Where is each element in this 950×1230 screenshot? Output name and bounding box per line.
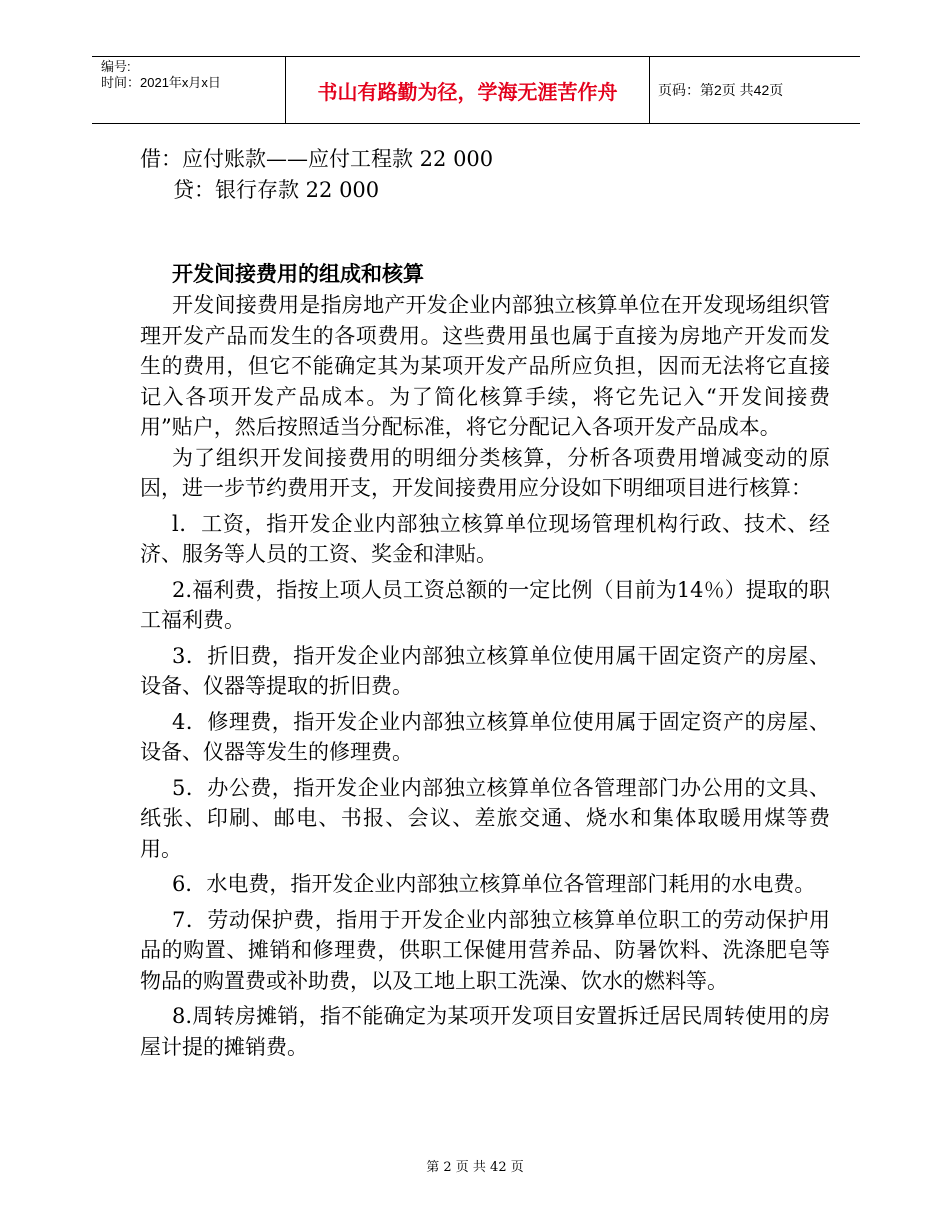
intro-paragraph: 开发间接费用是指房地产开发企业内部独立核算单位在开发现场组织管理开发产品而发生的各项费用。这些费用虽也属于直接为房地产开发而发生的费用，但它不能确定其为某项开发产品所应负担，因而无法将它直接记入各项开发产品成本。为了简化核算手续，将它先记入“开发间接费用”贴户，然后按照适当分配标准，将它分配记入各项开发产品成本。 [140,293,830,439]
list-item-welfare: 2.福利费，指按上项人员工资总额的一定比例（目前为14％）提取的职工福利费。 [140,577,830,632]
list-item-office: 5．办公费，指开发企业内部独立核算单位各管理部门办公用的文具、纸张、印刷、邮电、书报、会议、差旅交通、烧水和集体取暖用煤等费用。 [140,775,830,861]
list-item-wages: l．工资，指开发企业内部独立核算单位现场管理机构行政、技术、经济、服务等人员的工资、奖金和津贴。 [140,511,830,566]
journal-debit-line: 借：应付账款——应付工程款 22 000 [140,147,494,171]
page-header [92,56,860,124]
header-time-label: 时间：2021年x月x日 [101,75,221,90]
header-meta [92,57,286,123]
list-item-depreciation: 3．折旧费，指开发企业内部独立核算单位使用属干固定资产的房屋、设备、仪器等提取的折旧费。 [140,643,830,698]
list-item-repair: 4．修理费，指开发企业内部独立核算单位使用属于固定资产的房屋、设备、仪器等发生的修理费。 [140,709,830,764]
list-item-labor-protection: 7．劳动保护费，指用于开发企业内部独立核算单位职工的劳动保护用品的购置、摊销和修理费，供职工保健用营养品、防暑饮料、洗涤肥皂等物品的购置费或补助费，以及工地上职工洗澡、饮水的燃料等。 [140,907,830,993]
header-motto: 书山有路勤为径，学海无涯苦作舟 [286,57,650,123]
journal-credit-line: 贷：银行存款 22 000 [173,178,380,202]
header-number-label: 编号: [101,59,131,74]
page-footer: 第 2 页 共 42 页 [426,1160,524,1175]
section-title: 开发间接费用的组成和核算 [172,262,424,286]
list-item-housing-amortization: 8.周转房摊销，指不能确定为某项开发项目安置拆迁居民周转使用的房屋计提的摊销费。 [140,1004,830,1059]
intro-paragraph: 为了组织开发间接费用的明细分类核算，分析各项费用增减变动的原因，进一步节约费用开支，开发间接费用应分设如下明细项目进行核算： [140,445,830,500]
main-content [140,258,830,1062]
list-item-utilities: 6．水电费，指开发企业内部独立核算单位各管理部门耗用的水电费。 [172,872,816,896]
header-page-info: 页码：第2页 共42页 [658,82,784,98]
